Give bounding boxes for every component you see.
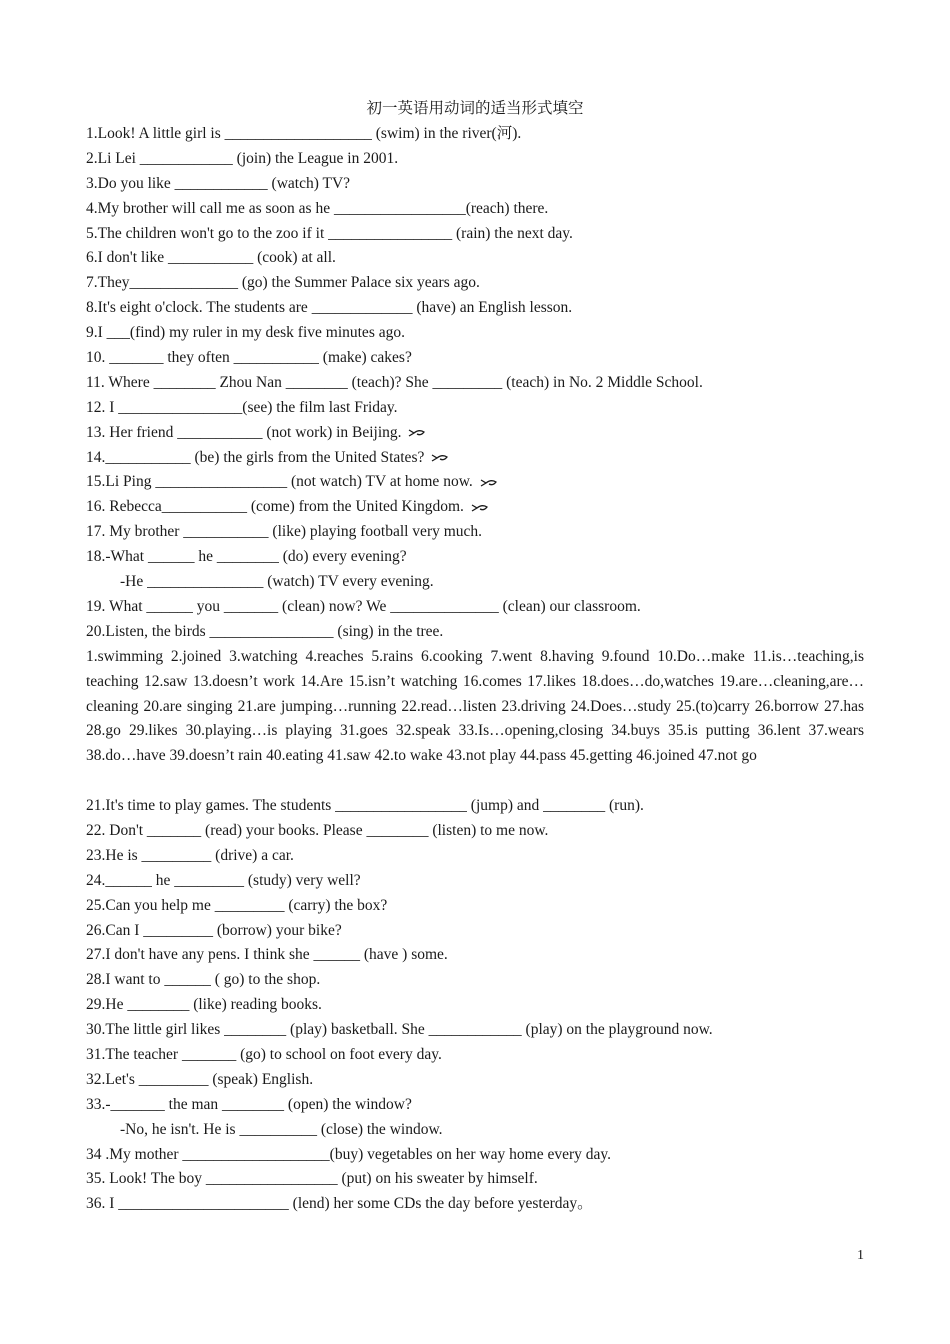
question-14: 14.___________ (be) the girls from the United States?: [86, 448, 425, 466]
question-8: 8.It's eight o'clock. The students are _____________ (have) an English lesson.: [86, 299, 573, 317]
question-10: 10. _______ they often ___________ (make) cakes?: [86, 349, 412, 367]
cross-mark-icon: [471, 503, 489, 513]
page-number: 1: [857, 1248, 864, 1263]
question-27: 27.I don't have any pens. I think she ______ (have ) some.: [86, 946, 448, 964]
question-12: 12. I ________________(see) the film last Friday.: [86, 398, 398, 416]
question-29: 29.He ________ (like) reading books.: [86, 996, 322, 1014]
question-21: 21.It's time to play games. The students _________________ (jump) and ________ (run).: [86, 797, 644, 815]
question-20: 20.Listen, the birds ________________ (sing) in the tree.: [86, 622, 444, 640]
question-19: 19. What ______ you _______ (clean) now? We ______________ (clean) our classroom.: [86, 597, 641, 615]
question-14-row: [86, 446, 864, 471]
question-6: 6.I don't like ___________ (cook) at all.: [86, 249, 336, 267]
question-36: 36. I ______________________ (lend) her some CDs the day before yesterday。: [86, 1195, 593, 1213]
question-24: 24.______ he _________ (study) very well?: [86, 871, 361, 889]
question-9: 9.I ___(find) my ruler in my desk five minutes ago.: [86, 324, 405, 342]
question-17: 17. My brother ___________ (like) playing football very much.: [86, 523, 483, 541]
question-16: 16. Rebecca___________ (come) from the United Kingdom.: [86, 498, 464, 516]
question-34: 34 .My mother ___________________(buy) vegetables on her way home every day.: [86, 1145, 612, 1163]
question-18-reply: -He _______________ (watch) TV every evening.: [120, 573, 434, 591]
question-33-reply: -No, he isn't. He is __________ (close) the window.: [120, 1120, 443, 1138]
question-1: 1.Look! A little girl is ___________________ (swim) in the river(河).: [86, 125, 522, 142]
question-25: 25.Can you help me _________ (carry) the box?: [86, 896, 388, 914]
question-11: 11. Where ________ Zhou Nan ________ (teach)? She _________ (teach) in No. 2 Middle School.: [86, 373, 703, 391]
question-15: 15.Li Ping _________________ (not watch) TV at home now.: [86, 473, 473, 491]
question-32: 32.Let's _________ (speak) English.: [86, 1070, 314, 1088]
question-13: 13. Her friend ___________ (not work) in Beijing.: [86, 423, 402, 441]
answer-key: 1.swimming 2.joined 3.watching 4.reaches 5.rains 6.cooking 7.went 8.having 9.found 10.Do…make 11.is…teaching,is teaching 12.saw 13.doesn’t work 14.Are 15.isn’t watching 16.comes 17.likes 18.does…do,watches 19.are…cleaning,are…cleaning 20.are singing 21.are jumping…running 22.read…listen 23.driving 24.Does…study 25.(to)carry 26.borrow 27.has 28.go 29.likes 30.playing…is playing 31.goes 32.speak 33.Is…opening,closing 34.buys 35.is putting 36.lent 37.wears 38.do…have 39.doesn’t rain 40.eating 41.saw 42.to wake 43.not play 44.pass 45.getting 46.joined 47.not go: [86, 647, 864, 765]
question-13-row: [86, 421, 864, 446]
blank-line: [86, 769, 864, 794]
question-2: 2.Li Lei ____________ (join) the League in 2001.: [86, 149, 399, 167]
question-16-row: [86, 495, 864, 520]
question-23: 23.He is _________ (drive) a car.: [86, 846, 294, 864]
question-15-row: [86, 470, 864, 495]
question-33: 33.-_______ the man ________ (open) the window?: [86, 1095, 412, 1113]
worksheet-page: [86, 96, 864, 1217]
question-31: 31.The teacher _______ (go) to school on foot every day.: [86, 1046, 442, 1064]
question-26: 26.Can I _________ (borrow) your bike?: [86, 921, 342, 939]
question-30: 30.The little girl likes ________ (play) basketball. She ____________ (play) on the playground now.: [86, 1021, 713, 1039]
cross-mark-icon: [408, 428, 426, 438]
cross-mark-icon: [431, 453, 449, 463]
question-28: 28.I want to ______ ( go) to the shop.: [86, 971, 321, 989]
question-3: 3.Do you like ____________ (watch) TV?: [86, 174, 351, 192]
cross-mark-icon: [480, 478, 498, 488]
question-22: 22. Don't _______ (read) your books. Please ________ (listen) to me now.: [86, 822, 549, 840]
question-7: 7.They______________ (go) the Summer Palace six years ago.: [86, 274, 480, 292]
question-4: 4.My brother will call me as soon as he _________________(reach) there.: [86, 199, 549, 217]
question-5: 5.The children won't go to the zoo if it ________________ (rain) the next day.: [86, 224, 573, 242]
question-18: 18.-What ______ he ________ (do) every evening?: [86, 548, 407, 566]
question-35: 35. Look! The boy _________________ (put) on his sweater by himself.: [86, 1170, 538, 1188]
page-title: 初一英语用动词的适当形式填空: [366, 100, 584, 117]
